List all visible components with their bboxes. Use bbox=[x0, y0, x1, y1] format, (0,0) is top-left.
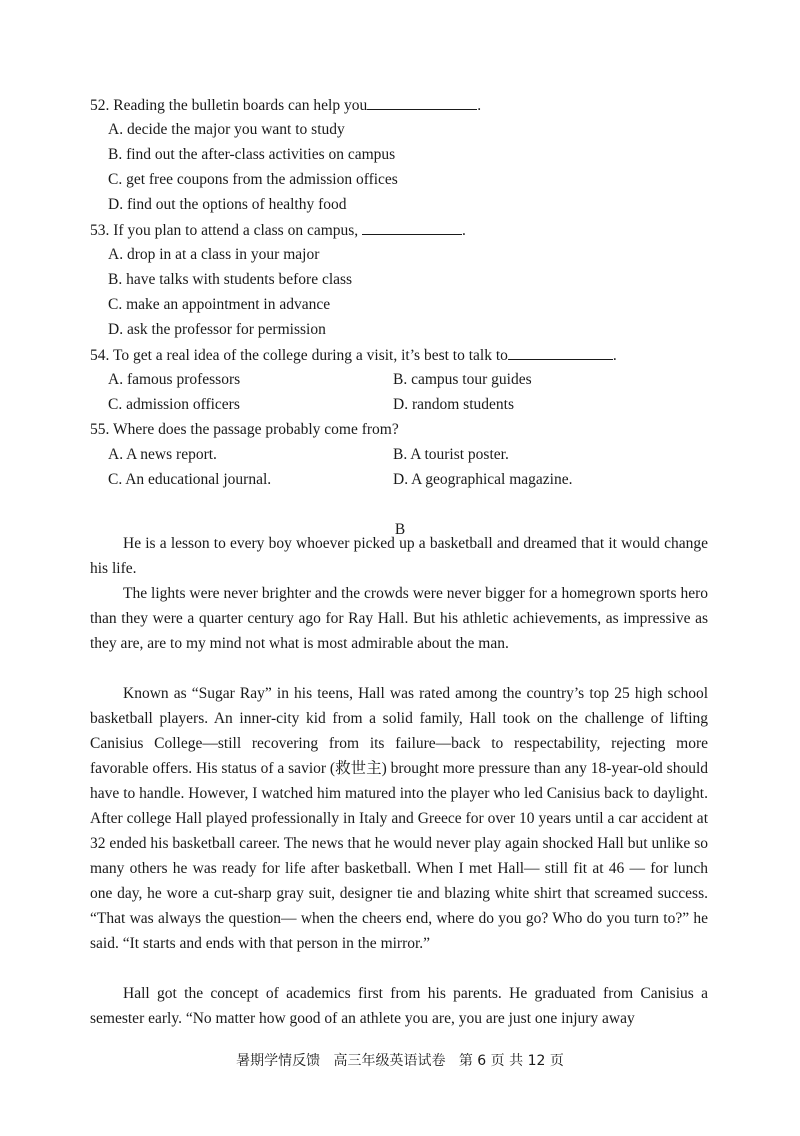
question-52-option-b: B. find out the after-class activities on campus bbox=[108, 146, 396, 163]
question-52-option-a: A. decide the major you want to study bbox=[108, 121, 345, 138]
question-54-stem: 54. To get a real idea of the college during a visit, it’s best to talk to . bbox=[90, 347, 617, 364]
question-54-option-c: C. admission officers bbox=[108, 396, 240, 413]
question-54-option-d: D. random students bbox=[393, 396, 514, 413]
question-54-option-b: B. campus tour guides bbox=[393, 371, 532, 388]
question-55-option-a: A. A news report. bbox=[108, 446, 217, 463]
answer-blank bbox=[362, 220, 462, 235]
passage-paragraph-2: The lights were never brighter and the crowds were never bigger for a homegrown sports hero than they were a quarter century ago for Ray Hall. But his athletic achievements, as impressive as they are, are to my mind not what is most admirable about the man. bbox=[90, 585, 708, 652]
question-52-option-d: D. find out the options of healthy food bbox=[108, 196, 347, 213]
passage-paragraph-1: He is a lesson to every boy whoever picked up a basketball and dreamed that it would change his life. bbox=[90, 535, 708, 577]
passage-paragraph-4: Hall got the concept of academics first from his parents. He graduated from Canisius a semester early. “No matter how good of an athlete you are, you are just one injury away bbox=[90, 985, 708, 1027]
question-55-stem: 55. Where does the passage probably come from? bbox=[90, 421, 399, 438]
question-52-stem: 52. Reading the bulletin boards can help you . bbox=[90, 97, 482, 114]
question-52-option-c: C. get free coupons from the admission offices bbox=[108, 171, 398, 188]
answer-blank bbox=[367, 95, 477, 110]
page-footer: 暑期学情反馈 高三年级英语试卷 第 6 页 共 12 页 bbox=[236, 1053, 564, 1069]
section-heading: B bbox=[394, 521, 406, 538]
question-55-option-d: D. A geographical magazine. bbox=[393, 471, 573, 488]
question-55-option-b: B. A tourist poster. bbox=[393, 446, 509, 463]
question-53-option-b: B. have talks with students before class bbox=[108, 271, 353, 288]
passage-paragraph-3: Known as “Sugar Ray” in his teens, Hall was rated among the country’s top 25 high school basketball players. An inner-city kid from a solid family, Hall took on the challenge of lifting Canisius College—still recovering from its failure—back to respectability, rejecting more favorable offers. His status of a savior (救世主) brought more pressure than any 18-year-old should have to handle. However, I watched him matured into the player who led Canisius back to daylight. After college Hall played professionally in Italy and Greece for over 10 years until a car accident at 32 ended his basketball career. The news that he would never play again shocked Hall but unlike so many others he was ready for life after basketball. When I met Hall— still fit at 46 — for lunch one day, he wore a cut-sharp gray suit, designer tie and blazing white shirt that screamed success. “That was always the question— when the cheers end, where do you go? Who do you turn to?” he said. “It starts and ends with that person in the mirror.” bbox=[90, 685, 708, 952]
question-53-option-a: A. drop in at a class in your major bbox=[108, 246, 320, 263]
answer-blank bbox=[508, 345, 613, 360]
question-54-option-a: A. famous professors bbox=[108, 371, 241, 388]
question-53-stem: 53. If you plan to attend a class on campus, . bbox=[90, 222, 466, 239]
question-55-option-c: C. An educational journal. bbox=[108, 471, 272, 488]
question-53-option-d: D. ask the professor for permission bbox=[108, 321, 326, 338]
question-53-option-c: C. make an appointment in advance bbox=[108, 296, 331, 313]
